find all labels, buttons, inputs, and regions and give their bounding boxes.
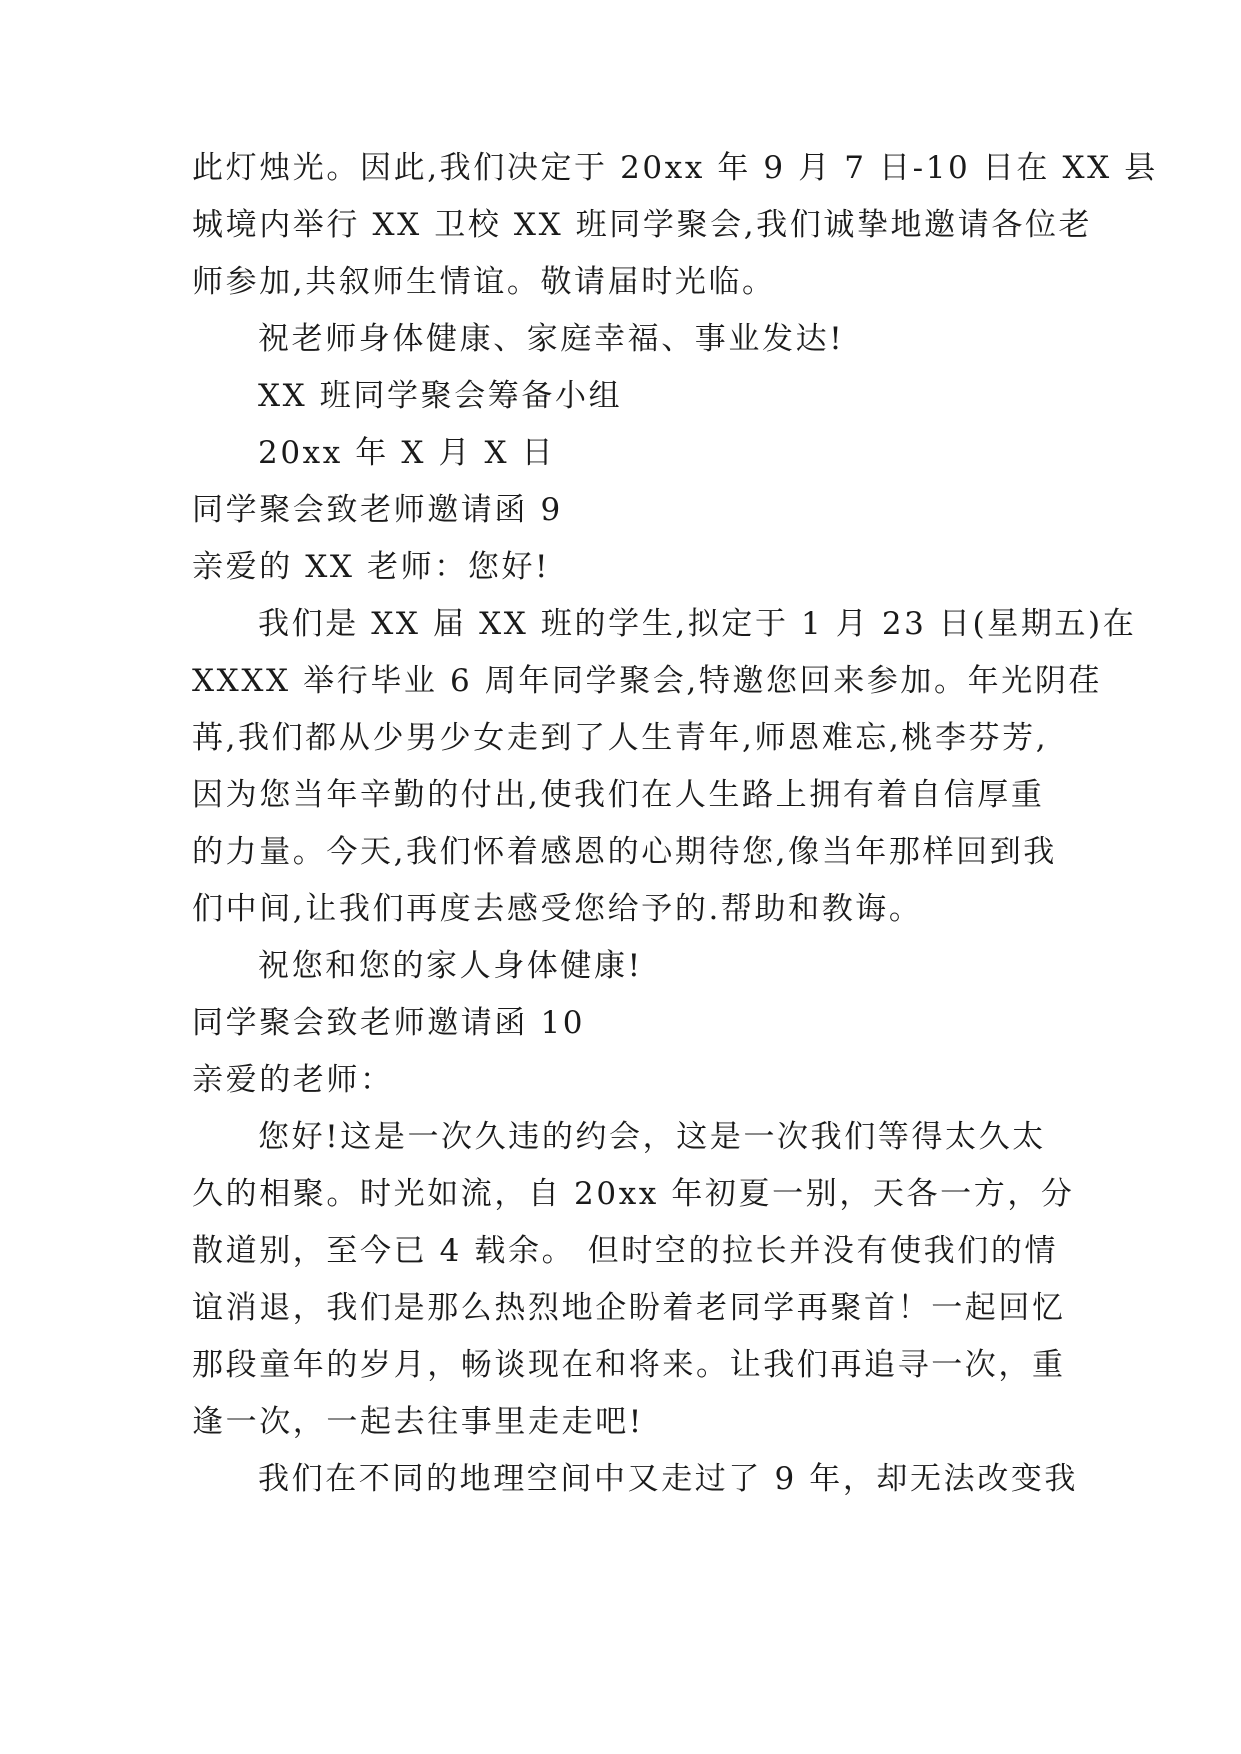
paragraph-line: XXXX 举行毕业 6 周年同学聚会,特邀您回来参加。年光阴荏 (192, 663, 1103, 699)
paragraph-line: 那段童年的岁月，畅谈现在和将来。让我们再追寻一次，重 (192, 1347, 1066, 1383)
paragraph-line: 此灯烛光。因此,我们决定于 20xx 年 9 月 7 日-10 日在 XX 县 (192, 150, 1158, 186)
salutation: 亲爱的 XX 老师：您好! (192, 549, 551, 585)
paragraph-line: 散道别，至今已 4 载余。 但时空的拉长并没有使我们的情 (192, 1233, 1059, 1269)
closing-wish: 祝老师身体健康、家庭幸福、事业发达! (258, 321, 845, 357)
salutation: 亲爱的老师： (192, 1062, 394, 1098)
paragraph-line: 的力量。今天,我们怀着感恩的心期待您,像当年那样回到我 (192, 834, 1057, 870)
closing-wish: 祝您和您的家人身体健康! (258, 948, 643, 984)
signature-line: XX 班同学聚会筹备小组 (258, 378, 623, 414)
paragraph-line: 们中间,让我们再度去感受您给予的.帮助和教诲。 (192, 891, 923, 927)
paragraph-line: 我们是 XX 届 XX 班的学生,拟定于 1 月 23 日(星期五)在 (258, 606, 1137, 642)
section-heading: 同学聚会致老师邀请函 9 (192, 492, 563, 528)
paragraph-line: 谊消退，我们是那么热烈地企盼着老同学再聚首！一起回忆 (192, 1290, 1066, 1326)
paragraph-line: 久的相聚。时光如流，自 20xx 年初夏一别，天各一方，分 (192, 1176, 1075, 1212)
paragraph-line: 师参加,共叙师生情谊。敬请届时光临。 (192, 264, 776, 300)
section-heading: 同学聚会致老师邀请函 10 (192, 1005, 586, 1041)
date-line: 20xx 年 X 月 X 日 (258, 435, 556, 471)
paragraph-line: 因为您当年辛勤的付出,使我们在人生路上拥有着自信厚重 (192, 777, 1045, 813)
paragraph-line: 我们在不同的地理空间中又走过了 9 年，却无法改变我 (258, 1461, 1079, 1497)
paragraph-line: 城境内举行 XX 卫校 XX 班同学聚会,我们诚挚地邀请各位老 (192, 207, 1093, 243)
paragraph-line: 苒,我们都从少男少女走到了人生青年,师恩难忘,桃李芬芳, (192, 720, 1049, 756)
paragraph-line: 您好!这是一次久违的约会，这是一次我们等得太久太 (258, 1119, 1046, 1155)
paragraph-line: 逢一次，一起去往事里走走吧! (192, 1404, 644, 1440)
